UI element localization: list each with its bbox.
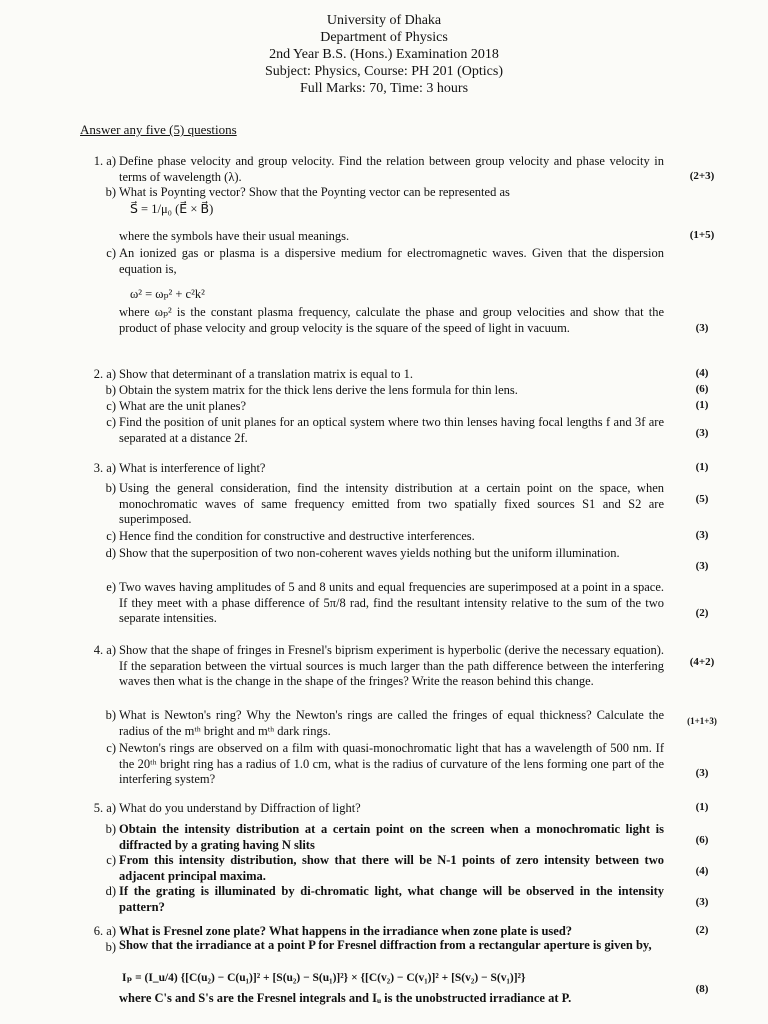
q2d-marks: (3) bbox=[695, 427, 709, 439]
exam-header bbox=[0, 12, 768, 97]
q6b-marks: (8) bbox=[695, 983, 709, 995]
university-name: University of Dhaka bbox=[326, 13, 442, 28]
q3c-marks: (3) bbox=[695, 529, 709, 541]
q5b-text: Obtain the intensity distribution at a certain point on the screen when a monochromatic light is diffracted by a grating having N slits bbox=[119, 822, 664, 852]
q3d-number: d) bbox=[105, 546, 116, 560]
q1b-number: b) bbox=[105, 185, 116, 199]
q4a-number: 4. a) bbox=[93, 643, 116, 657]
q4b-marks: (1+1+3) bbox=[687, 716, 717, 726]
q2b-marks: (6) bbox=[695, 383, 709, 395]
q2d-text: Find the position of unit planes for an optical system where two thin lenses having focal lengths f and 3f are separated at a distance 2f. bbox=[119, 415, 664, 445]
q3e-marks: (2) bbox=[695, 607, 709, 619]
q6a-text: What is Fresnel zone plate? What happens in the irradiance when zone plate is used? bbox=[119, 924, 573, 938]
q4a-marks: (4+2) bbox=[689, 656, 715, 668]
q3b-number: b) bbox=[105, 481, 116, 495]
q4c-text: Newton's rings are observed on a film with quasi-monochromatic light that has a wavelength of 500 nm. If the 20ᵗʰ bright ring has a radius of 1.0 cm, what is the radius of curvature of the lens forming one part of the interfering system? bbox=[119, 741, 664, 786]
q1c-marks: (3) bbox=[695, 322, 709, 334]
q5b-marks: (6) bbox=[695, 834, 709, 846]
q1b-text: What is Poynting vector? Show that the Poynting vector can be represented as bbox=[119, 185, 510, 199]
q5a-marks: (1) bbox=[695, 801, 709, 813]
q6b-text-2: where C's and S's are the Fresnel integrals and Iᵤ is the unobstructed irradiance at P. bbox=[119, 991, 572, 1005]
q3a-text: What is interference of light? bbox=[119, 461, 266, 475]
q2b-text: Obtain the system matrix for the thick lens derive the lens formula for thin lens. bbox=[119, 383, 518, 397]
q6a-marks: (2) bbox=[695, 924, 709, 936]
subject-line: Subject: Physics, Course: PH 201 (Optics) bbox=[265, 64, 503, 79]
q2c-number: c) bbox=[106, 399, 116, 413]
q1b-marks: (1+5) bbox=[689, 229, 715, 241]
q2b-number: b) bbox=[105, 383, 116, 397]
q1c-text: An ionized gas or plasma is a dispersive medium for electromagnetic waves. Given that the dispersion equation is, bbox=[119, 246, 664, 276]
q2d-number: c) bbox=[106, 415, 116, 429]
q5d-number: d) bbox=[105, 884, 116, 898]
q3e-number: e) bbox=[106, 580, 116, 594]
q1b-text-2: where the symbols have their usual meanings. bbox=[119, 229, 350, 243]
q4c-marks: (3) bbox=[695, 767, 709, 779]
department-name: Department of Physics bbox=[320, 30, 448, 45]
q3c-number: c) bbox=[106, 529, 116, 543]
instruction: Answer any five (5) questions bbox=[80, 122, 237, 137]
q4a-text: Show that the shape of fringes in Fresnel's biprism experiment is hyperbolic (derive the necessary equation). If the separation between the virtual sources is much larger than the path difference between the interfering waves then what is the change in the shape of the fringes? Write the reason behind this change. bbox=[119, 643, 664, 688]
q5d-marks: (3) bbox=[695, 896, 709, 908]
q1c-number: c) bbox=[106, 246, 116, 260]
q1c-text-2: where ωₚ² is the constant plasma frequency, calculate the phase and group velocities and show that the product of phase velocity and group velocity is the square of the speed of light in vacuum. bbox=[119, 305, 664, 335]
poynting-formula: S⃗ = 1/μ₀ (E⃗ × B⃗) bbox=[130, 202, 214, 216]
q5c-number: c) bbox=[106, 853, 116, 867]
q3d-marks: (3) bbox=[695, 560, 709, 572]
q4b-number: b) bbox=[105, 708, 116, 722]
q2a-number: 2. a) bbox=[93, 367, 116, 381]
q5c-marks: (4) bbox=[695, 865, 709, 877]
q5a-text: What do you understand by Diffraction of light? bbox=[119, 801, 361, 815]
q3d-text: Show that the superposition of two non-coherent waves yields nothing but the uniform illumination. bbox=[119, 546, 620, 560]
q5d-text: If the grating is illuminated by di-chromatic light, what change will be observed in the intensity pattern? bbox=[119, 884, 664, 914]
dispersion-formula: ω² = ωₚ² + c²k² bbox=[130, 287, 205, 301]
exam-title: 2nd Year B.S. (Hons.) Examination 2018 bbox=[269, 47, 499, 62]
q2c-text: What are the unit planes? bbox=[119, 399, 247, 413]
q3e-text: Two waves having amplitudes of 5 and 8 units and equal frequencies are superimposed at a point in a space. If they meet with a phase difference of 5π/8 rad, find the resultant intensity relative to the sum of the two separate intensities. bbox=[119, 580, 664, 625]
q1a-number: 1. a) bbox=[93, 154, 116, 168]
q6b-number: b) bbox=[105, 940, 116, 954]
fresnel-formula: Iₚ = (I_u/4) {[C(u₂) − C(u₁)]² + [S(u₂) − S(u₁)]²} × {[C(v₂) − C(v₁)]² + [S(v₂) − S(v₁)]²} bbox=[122, 972, 526, 984]
q2a-text: Show that determinant of a translation matrix is equal to 1. bbox=[119, 367, 414, 381]
q3b-text: Using the general consideration, find the intensity distribution at a certain point on the space, when monochromatic waves of same frequency emitted from two spatially fixed sources S1 and S2 are superimposed. bbox=[119, 481, 664, 526]
q5c-text: From this intensity distribution, show that there will be N-1 points of zero intensity between two adjacent principal maxima. bbox=[119, 853, 664, 883]
q3b-marks: (5) bbox=[695, 493, 709, 505]
q6a-number: 6. a) bbox=[93, 924, 116, 938]
q3a-marks: (1) bbox=[695, 461, 709, 473]
q3a-number: 3. a) bbox=[93, 461, 116, 475]
q1a-marks: (2+3) bbox=[689, 170, 715, 182]
q6b-text: Show that the irradiance at a point P for Fresnel diffraction from a rectangular aperture is given by, bbox=[119, 938, 652, 952]
q4c-number: c) bbox=[106, 741, 116, 755]
q3c-text: Hence find the condition for constructive and destructive interferences. bbox=[119, 529, 475, 543]
q2a-marks: (4) bbox=[695, 367, 709, 379]
q2c-marks: (1) bbox=[695, 399, 709, 411]
q5a-number: 5. a) bbox=[93, 801, 116, 815]
q1a-text: Define phase velocity and group velocity. Find the relation between group velocity and phase velocity in terms of wavelength (λ). bbox=[119, 154, 664, 184]
q5b-number: b) bbox=[105, 822, 116, 836]
q4b-text: What is Newton's ring? Why the Newton's rings are called the fringes of equal thickness? Calculate the radius of the mᵗʰ bright and mᵗʰ dark rings. bbox=[119, 708, 664, 738]
marks-time: Full Marks: 70, Time: 3 hours bbox=[299, 81, 469, 96]
